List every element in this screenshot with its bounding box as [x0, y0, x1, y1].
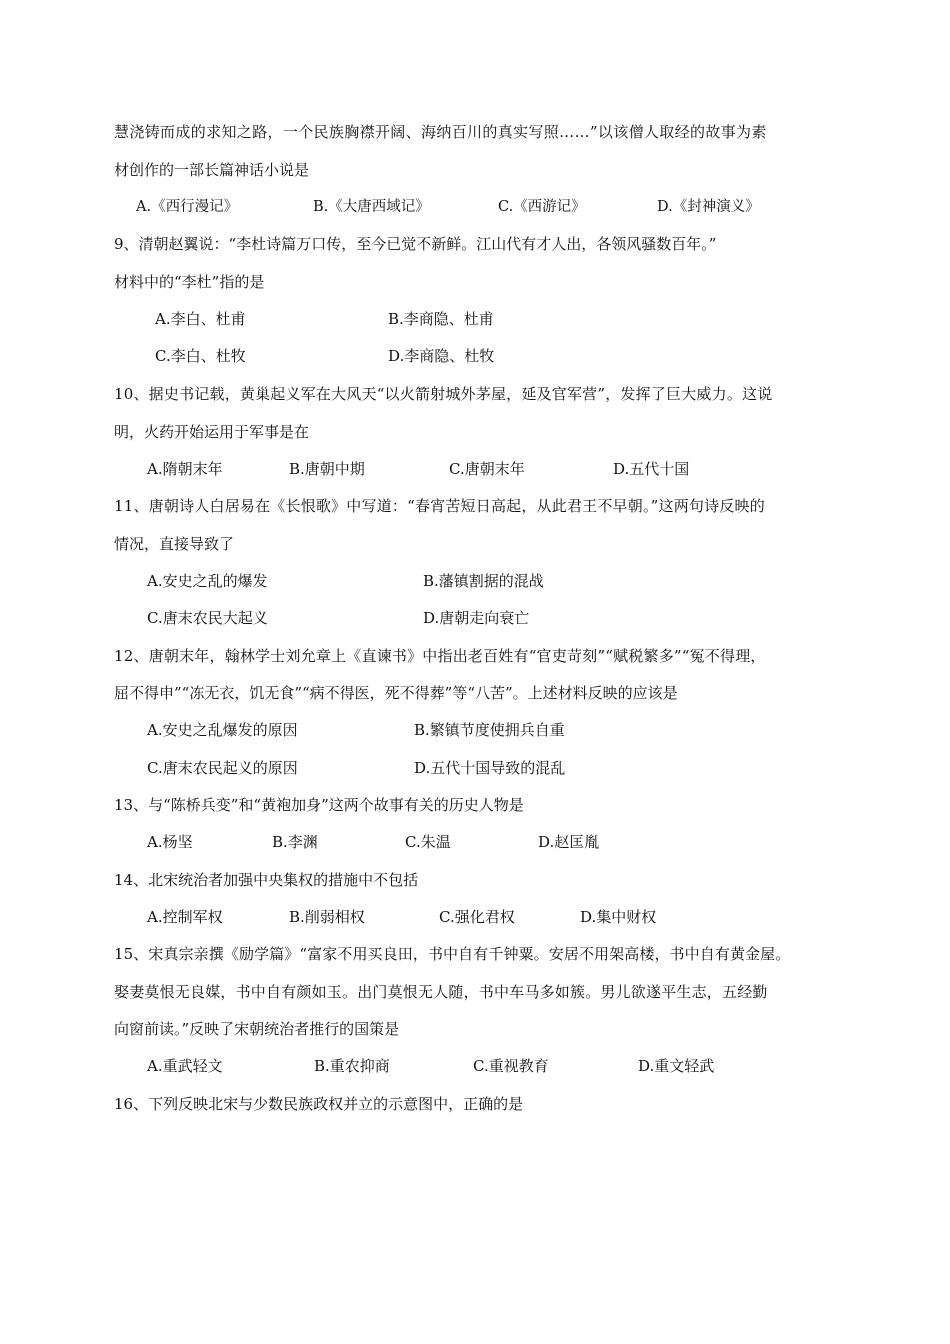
question-13-option-c: C.朱温	[405, 833, 451, 851]
question-15-option-b: B.重农抑商	[314, 1057, 390, 1075]
question-10-option-a: A.隋朝末年	[147, 460, 223, 478]
question-10-option-c: C.唐朝末年	[449, 460, 525, 478]
question-14-option-a: A.控制军权	[147, 908, 223, 926]
question-9-option-a: A.李白、杜甫	[155, 310, 246, 328]
question-8-option-a: A.《西行漫记》	[136, 199, 239, 215]
question-13-option-b: B.李渊	[272, 833, 318, 851]
question-8-text-line-1: 慧浇铸而成的求知之路，一个民族胸襟开阔、海纳百川的真实写照……”以该僧人取经的故事为素	[114, 123, 767, 141]
question-13-option-d: D.赵匡胤	[538, 833, 600, 851]
question-11-option-a: A.安史之乱的爆发	[147, 572, 268, 590]
question-10-text-line-1: 10、据史书记载，黄巢起义军在大风天“以火箭射城外茅屋，延及官军营”，发挥了巨大威力。这说	[114, 385, 773, 403]
question-12-option-d: D.五代十国导致的混乱	[414, 759, 566, 777]
question-11-option-c: C.唐末农民大起义	[147, 609, 268, 627]
question-10-option-b: B.唐朝中期	[289, 460, 365, 478]
question-15-text-line-3: 向窗前读。”反映了宋朝统治者推行的国策是	[114, 1020, 400, 1038]
question-10-text-line-2: 明，火药开始运用于军事是在	[114, 423, 310, 441]
question-14-option-d: D.集中财权	[580, 908, 657, 926]
question-11-text-line-1: 11、唐朝诗人白居易在《长恨歌》中写道：“春宵苦短日高起，从此君王不早朝。”这两句诗反映的	[114, 497, 765, 515]
question-8-option-b: B.《大唐西域记》	[313, 199, 430, 215]
question-9-option-c: C.李白、杜牧	[155, 347, 246, 365]
question-9-text-line-1: 9、清朝赵翼说：“李杜诗篇万口传，至今已觉不新鲜。江山代有才人出，各领风骚数百年。”	[114, 235, 717, 253]
question-14-option-c: C.强化君权	[439, 908, 515, 926]
question-8-option-c: C.《西游记》	[498, 199, 586, 215]
question-16-text-line-1: 16、下列反映北宋与少数民族政权并立的示意图中，正确的是	[114, 1095, 524, 1113]
question-12-option-a: A.安史之乱爆发的原因	[147, 721, 298, 739]
question-12-option-b: B.繁镇节度使拥兵自重	[414, 721, 565, 739]
question-12-option-c: C.唐末农民起义的原因	[147, 759, 298, 777]
question-11-option-b: B.藩镇割据的混战	[423, 572, 544, 590]
question-15-option-d: D.重文轻武	[638, 1057, 715, 1075]
question-15-option-a: A.重武轻文	[147, 1057, 223, 1075]
question-11-text-line-2: 情况，直接导致了	[114, 535, 235, 553]
question-15-text-line-2: 娶妻莫恨无良媒，书中自有颜如玉。出门莫恨无人随，书中车马多如簇。男儿欲遂平生志，五经勤	[114, 983, 768, 1001]
question-8-text-line-2: 材创作的一部长篇神话小说是	[114, 161, 310, 179]
question-15-text-line-1: 15、宋真宗亲撰《励学篇》“富家不用买良田，书中自有千钟粟。安居不用架高楼，书中自有黄金屋。	[114, 945, 791, 963]
question-8-option-d: D.《封神演义》	[657, 199, 760, 215]
question-9-option-b: B.李商隐、杜甫	[388, 310, 494, 328]
question-13-option-a: A.杨坚	[147, 833, 193, 851]
question-11-option-d: D.唐朝走向衰亡	[423, 609, 530, 627]
question-14-option-b: B.削弱相权	[289, 908, 365, 926]
question-14-text-line-1: 14、北宋统治者加强中央集权的措施中不包括	[114, 871, 419, 889]
question-12-text-line-1: 12、唐朝末年，翰林学士刘允章上《直谏书》中指出老百姓有“官吏苛刻”“赋税繁多”“冤不得理，	[114, 647, 766, 665]
question-12-text-line-2: 屈不得申”“冻无衣，饥无食”“病不得医，死不得葬”等“八苦”。上述材料反映的应该是	[114, 684, 678, 702]
question-13-text-line-1: 13、与“陈桥兵变”和“黄袍加身”这两个故事有关的历史人物是	[114, 796, 524, 814]
question-15-option-c: C.重视教育	[473, 1057, 549, 1075]
question-9-text-line-2: 材料中的“李杜”指的是	[114, 273, 265, 291]
question-10-option-d: D.五代十国	[613, 460, 690, 478]
question-9-option-d: D.李商隐、杜牧	[388, 347, 495, 365]
